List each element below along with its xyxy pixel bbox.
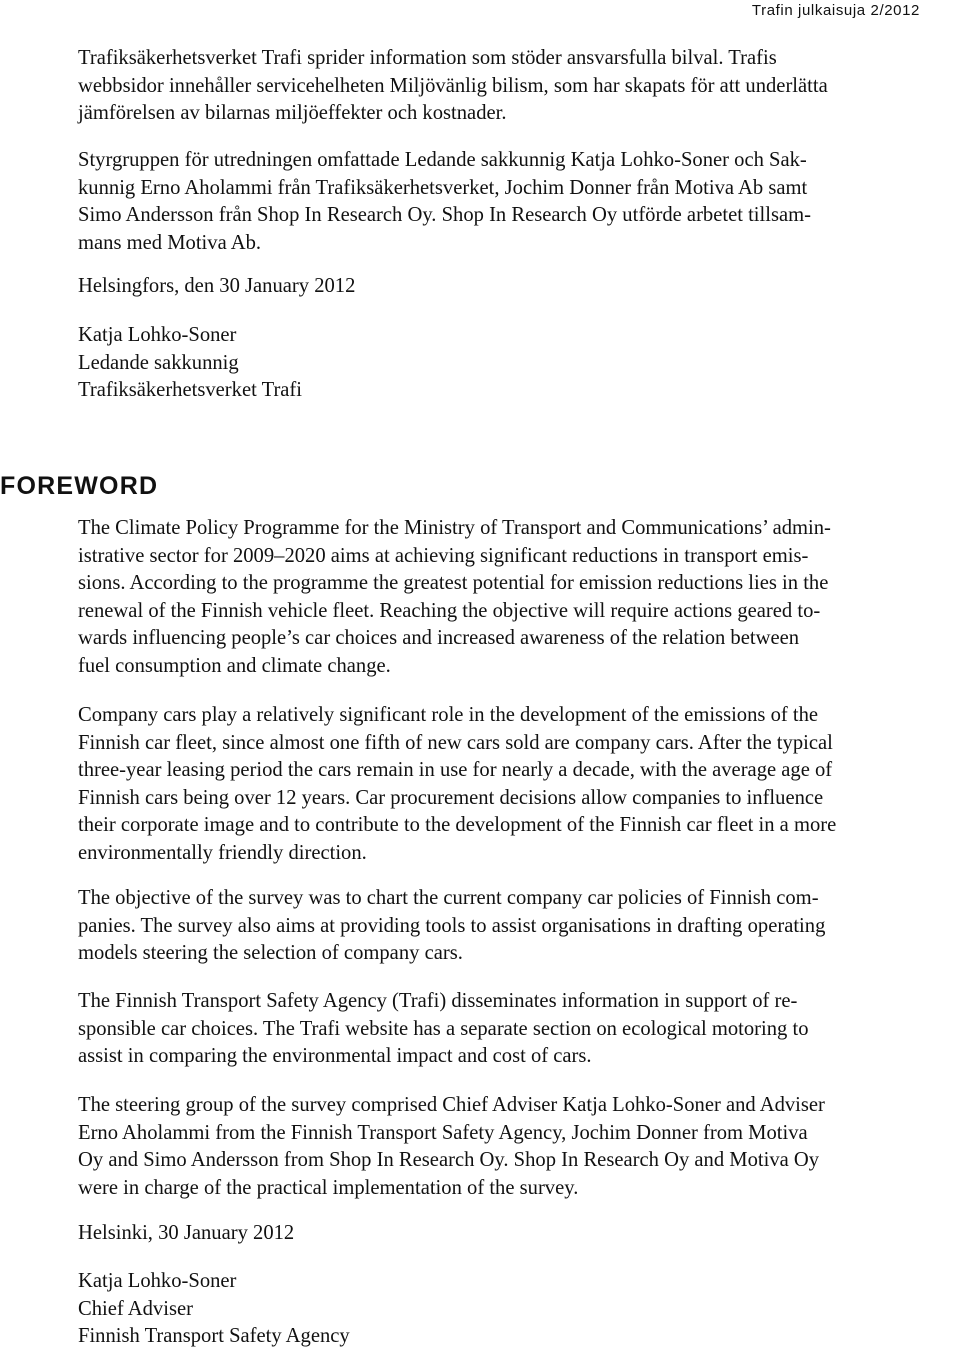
foreword-heading: FOREWORD — [0, 472, 159, 500]
text-line: Erno Aholammi from the Finnish Transport Safety Agency, Jochim Donner from Motiva — [78, 1121, 808, 1144]
foreword-paragraph-5 — [78, 1092, 950, 1202]
text-line: assist in comparing the environmental impact and cost of cars. — [78, 1045, 592, 1068]
text-line: The Climate Policy Programme for the Ministry of Transport and Communications’ admin- — [78, 517, 831, 539]
text-line: their corporate image and to contribute to the development of the Finnish car fleet in a more — [78, 814, 837, 837]
signatory-agency: Finnish Transport Safety Agency — [78, 1325, 350, 1348]
text-line: three-year leasing period the cars remain in use for nearly a decade, with the average age of — [78, 759, 833, 782]
text-line: Company cars play a relatively significant role in the development of the emissions of the — [78, 704, 819, 726]
signatory-title: Chief Adviser — [78, 1297, 193, 1320]
swedish-place-date — [78, 273, 950, 301]
text-line: renewal of the Finnish vehicle fleet. Reaching the objective will require actions geared to- — [78, 599, 821, 622]
swedish-signature — [78, 322, 950, 405]
text-line: environmentally friendly direction. — [78, 841, 367, 864]
text-line: fuel consumption and climate change. — [78, 654, 391, 677]
text-line: Simo Andersson från Shop In Research Oy. Shop In Research Oy utförde arbetet tillsam- — [78, 204, 812, 227]
foreword-paragraph-1 — [78, 515, 950, 681]
text-line: kunnig Erno Aholammi från Trafiksäkerhetsverket, Jochim Donner från Motiva Ab samt — [78, 176, 808, 199]
text-line: Trafiksäkerhetsverket Trafi sprider information som stöder ansvarsfulla bilval. Trafis — [78, 47, 777, 69]
text-line: Finnish cars being over 12 years. Car procurement decisions allow companies to influence — [78, 786, 824, 809]
text-line: The objective of the survey was to chart the current company car policies of Finnish com- — [78, 887, 819, 909]
text-line: Helsingfors, den 30 January 2012 — [78, 275, 356, 297]
foreword-paragraph-2 — [78, 702, 950, 868]
text-line: Finnish car fleet, since almost one fifth of new cars sold are company cars. After the typical — [78, 731, 833, 754]
text-line: sions. According to the programme the greatest potential for emission reductions lies in the — [78, 572, 829, 595]
text-line: Oy and Simo Andersson from Shop In Research Oy. Shop In Research Oy and Motiva Oy — [78, 1149, 820, 1172]
foreword-paragraph-3 — [78, 885, 950, 968]
running-header: Trafin julkaisuja 2/2012 — [751, 2, 920, 19]
text-line: The Finnish Transport Safety Agency (Trafi) disseminates information in support of re- — [78, 990, 798, 1012]
signatory-agency: Trafiksäkerhetsverket Trafi — [78, 379, 303, 402]
text-line: wards influencing people’s car choices and increased awareness of the relation between — [78, 627, 800, 650]
text-line: models steering the selection of company cars. — [78, 942, 463, 965]
signatory-name: Katja Lohko-Soner — [78, 324, 237, 346]
text-line: mans med Motiva Ab. — [78, 231, 262, 254]
text-line: Styrgruppen för utredningen omfattade Ledande sakkunnig Katja Lohko-Soner och Sak- — [78, 149, 807, 171]
foreword-paragraph-4 — [78, 988, 950, 1071]
foreword-place-date — [78, 1220, 950, 1248]
text-line: webbsidor innehåller servicehelheten Miljövänlig bilism, som har skapats för att underlätta — [78, 74, 828, 97]
text-line: The steering group of the survey comprised Chief Adviser Katja Lohko-Soner and Adviser — [78, 1094, 825, 1116]
swedish-paragraph-2 — [78, 147, 950, 257]
signatory-name: Katja Lohko-Soner — [78, 1270, 237, 1292]
foreword-signature — [78, 1268, 950, 1351]
signatory-title: Ledande sakkunnig — [78, 351, 239, 374]
text-line: Helsinki, 30 January 2012 — [78, 1222, 295, 1244]
text-line: istrative sector for 2009–2020 aims at achieving significant reductions in transport emis- — [78, 544, 809, 567]
text-line: were in charge of the practical implementation of the survey. — [78, 1176, 579, 1199]
text-line: panies. The survey also aims at providing tools to assist organisations in drafting operating — [78, 914, 826, 937]
text-line: sponsible car choices. The Trafi website has a separate section on ecological motoring to — [78, 1017, 809, 1040]
text-line: jämförelsen av bilarnas miljöeffekter och kostnader. — [78, 102, 507, 125]
swedish-paragraph-1 — [78, 45, 950, 128]
